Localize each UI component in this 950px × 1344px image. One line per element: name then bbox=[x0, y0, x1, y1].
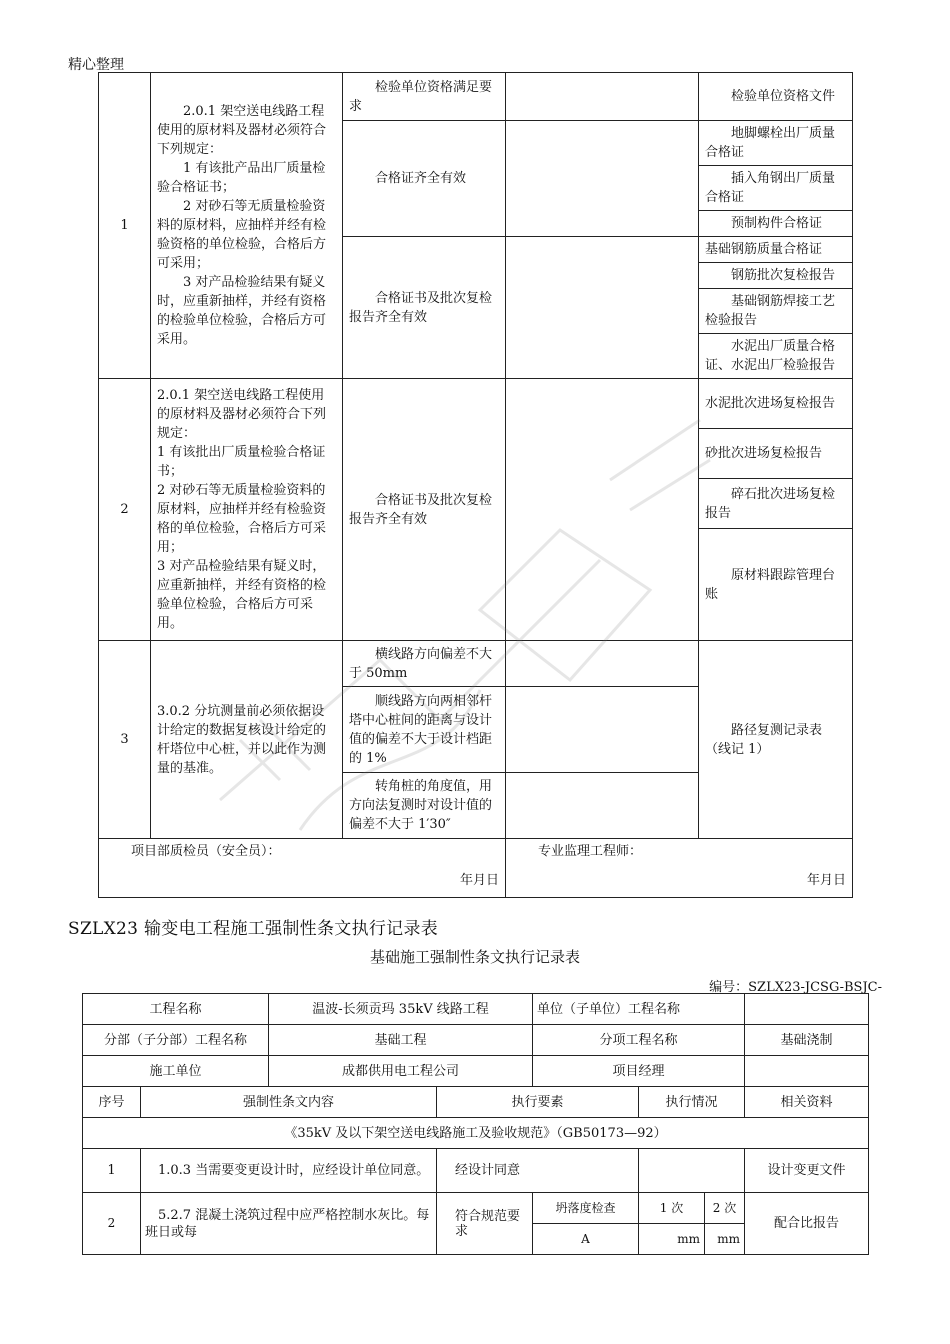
form-title: SZLX23 输变电工程施工强制性条文执行记录表 bbox=[68, 919, 439, 939]
col-req: 执行要素 bbox=[437, 1087, 639, 1118]
status-cell bbox=[506, 687, 699, 773]
status-cell bbox=[506, 121, 699, 237]
first-check: 1 次 bbox=[639, 1193, 705, 1224]
manager-label: 项目经理 bbox=[533, 1056, 745, 1087]
unit-mm: mm bbox=[705, 1224, 745, 1255]
supervisor-signature: 专业监理工程师： 年月日 bbox=[506, 839, 853, 898]
requirement: 顺线路方向两相邻杆塔中心桩间的距离与设计值的偏差不大于设计档距的 1% bbox=[343, 687, 506, 773]
checklist-table-continued bbox=[98, 72, 853, 898]
related-doc: 预制构件合格证 bbox=[699, 211, 853, 237]
foundation-record-table bbox=[82, 993, 869, 1255]
related-doc: 路径复测记录表（线记 1） bbox=[699, 641, 853, 839]
row-number: 2 bbox=[99, 379, 151, 641]
date-label: 年月日 bbox=[806, 873, 846, 888]
item-project-label: 分项工程名称 bbox=[533, 1025, 745, 1056]
related-doc: 检验单位资格文件 bbox=[699, 73, 853, 121]
inspector-signature: 项目部质检员（安全员）： 年月日 bbox=[99, 839, 506, 898]
status-cell bbox=[506, 379, 699, 641]
related-doc: 水泥批次进场复检报告 bbox=[699, 379, 853, 429]
form-subtitle: 基础施工强制性条文执行记录表 bbox=[369, 948, 580, 966]
related-doc: 配合比报告 bbox=[745, 1193, 869, 1255]
slump-a: A bbox=[533, 1224, 639, 1255]
row-number: 3 bbox=[99, 641, 151, 839]
project-name: 温波-长须贡玛 35kV 线路工程 bbox=[269, 994, 533, 1025]
contractor: 成都供用电工程公司 bbox=[269, 1056, 533, 1087]
related-doc: 水泥出厂质量合格证、水泥出厂检验报告 bbox=[699, 334, 853, 379]
item-project: 基础浇制 bbox=[745, 1025, 869, 1056]
clause-content: 3.0.2 分坑测量前必须依据设计给定的数据复核设计给定的杆塔位中心桩，并以此作为测量的基准。 bbox=[151, 641, 343, 839]
project-name-label: 工程名称 bbox=[83, 994, 269, 1025]
page-header: 精心整理 bbox=[68, 57, 124, 73]
row-number: 2 bbox=[83, 1193, 141, 1255]
related-doc: 基础钢筋焊接工艺检验报告 bbox=[699, 289, 853, 334]
sub-project: 基础工程 bbox=[269, 1025, 533, 1056]
spec-title: 《35kV 及以下架空送电线路施工及验收规范》（GB50173—92） bbox=[83, 1118, 869, 1149]
related-doc: 钢筋批次复检报告 bbox=[699, 263, 853, 289]
row-number: 1 bbox=[83, 1149, 141, 1193]
requirement: 合格证书及批次复检报告齐全有效 bbox=[343, 237, 506, 379]
unit-project-label: 单位（子单位）工程名称 bbox=[533, 994, 745, 1025]
col-status: 执行情况 bbox=[639, 1087, 745, 1118]
requirement: 转角桩的角度值，用方向法复测时对设计值的偏差不大于 1′30″ bbox=[343, 773, 506, 839]
row-number: 1 bbox=[99, 73, 151, 379]
clause-content: 5.2.7 混凝土浇筑过程中应严格控制水灰比。每班日或每 bbox=[141, 1193, 437, 1255]
sub-project-label: 分部（子分部）工程名称 bbox=[83, 1025, 269, 1056]
unit-mm: mm bbox=[639, 1224, 705, 1255]
form-code: 编号：SZLX23-JCSG-BSJC- bbox=[709, 980, 882, 995]
requirement: 合格证书及批次复检报告齐全有效 bbox=[343, 379, 506, 641]
col-no: 序号 bbox=[83, 1087, 141, 1118]
requirement: 合格证齐全有效 bbox=[343, 121, 506, 237]
clause-content: 1.0.3 当需要变更设计时，应经设计单位同意。 bbox=[141, 1149, 437, 1193]
unit-project-value bbox=[745, 994, 869, 1025]
related-doc: 地脚螺栓出厂质量合格证 bbox=[699, 121, 853, 166]
requirement: 符合规范要求 bbox=[437, 1193, 533, 1255]
requirement: 横线路方向偏差不大于 50mm bbox=[343, 641, 506, 687]
date-label: 年月日 bbox=[459, 873, 499, 888]
requirement: 经设计同意 bbox=[437, 1149, 639, 1193]
related-doc: 基础钢筋质量合格证 bbox=[699, 237, 853, 263]
second-check: 2 次 bbox=[705, 1193, 745, 1224]
requirement: 检验单位资格满足要求 bbox=[343, 73, 506, 121]
status-cell bbox=[506, 73, 699, 121]
status-cell bbox=[506, 641, 699, 687]
contractor-label: 施工单位 bbox=[83, 1056, 269, 1087]
clause-content: 2.0.1 架空送电线路工程使用的原材料及器材必须符合下列规定： 1 有该批产品出厂质量检验合格证书； 2 对砂石等无质量检验资料的原材料，应抽样并经有检验资格的单位检验，合格后方可采用； 3 对产品检验结果有疑义时，应重新抽样，并经有资格的检验单位检验，合格后方可采用。 bbox=[151, 73, 343, 379]
status-cell bbox=[506, 773, 699, 839]
related-doc: 插入角钢出厂质量合格证 bbox=[699, 166, 853, 211]
related-doc: 设计变更文件 bbox=[745, 1149, 869, 1193]
related-doc: 砂批次进场复检报告 bbox=[699, 429, 853, 479]
col-clause: 强制性条文内容 bbox=[141, 1087, 437, 1118]
col-docs: 相关资料 bbox=[745, 1087, 869, 1118]
related-doc: 碎石批次进场复检报告 bbox=[699, 479, 853, 529]
status-cell bbox=[506, 237, 699, 379]
clause-content: 2.0.1 架空送电线路工程使用的原材料及器材必须符合下列规定： 1 有该批出厂质量检验合格证书； 2 对砂石等无质量检验资料的原材料，应抽样并经有检验资格的单位检验，合格后方可采用； 3 对产品检验结果有疑义时，应重新抽样，并经有资格的检验单位检验，合格后方可采用。 bbox=[151, 379, 343, 641]
status-cell bbox=[639, 1149, 745, 1193]
slump-label: 坍落度检查 bbox=[533, 1193, 639, 1224]
manager-value bbox=[745, 1056, 869, 1087]
related-doc: 原材料跟踪管理台账 bbox=[699, 529, 853, 641]
